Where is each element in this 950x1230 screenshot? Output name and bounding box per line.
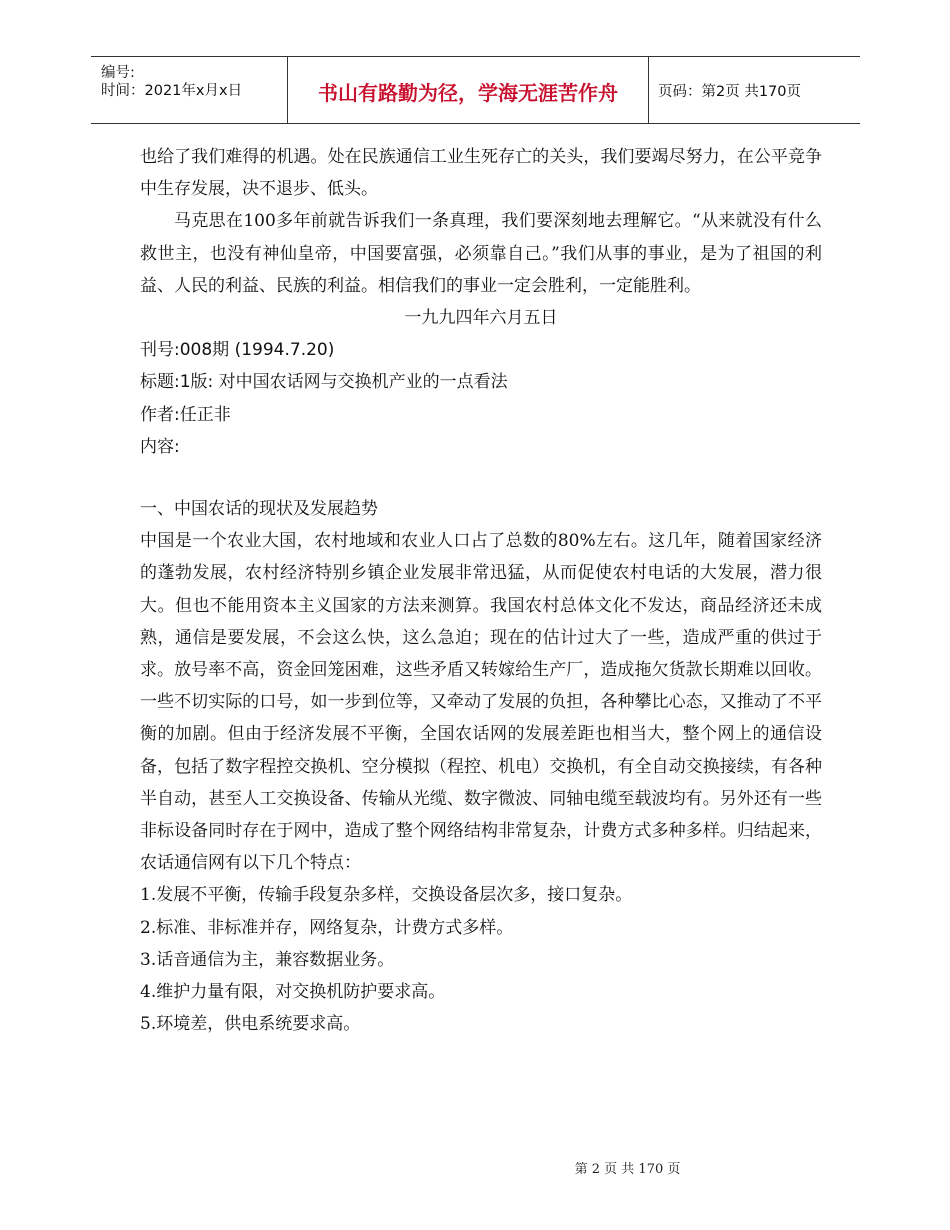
document-body	[140, 141, 822, 1040]
motto: 书山有路勤为径，学海无涯苦作舟	[318, 81, 618, 105]
number-label: 编号:	[101, 65, 135, 81]
page-footer: 第 2 页 共 170 页	[574, 1162, 681, 1177]
intro-paragraph-2: 马克思在100多年前就告诉我们一条真理，我们要深刻地去理解它。“从来就没有什么救世主，也没有神仙皇帝，中国要富强，必须靠自己。”我们从事的事业，是为了祖国的利益、人民的利益、民族的利益。相信我们的事业一定会胜利，一定能胜利。	[140, 211, 822, 296]
author-line: 作者:任正非	[140, 404, 231, 425]
page-info: 页码：第2页 共170页	[658, 84, 802, 100]
header-motto-cell	[287, 57, 649, 123]
page-header	[91, 56, 860, 124]
list-item: 4.维护力量有限，对交换机防护要求高。	[140, 982, 446, 1003]
list-item: 1.发展不平衡，传输手段复杂多样，交换设备层次多，接口复杂。	[140, 885, 633, 906]
header-page-cell	[648, 57, 860, 123]
issue-line: 刊号:008期 (1994.7.20)	[140, 340, 335, 361]
spacer	[140, 463, 822, 493]
intro-paragraph-1: 也给了我们难得的机遇。处在民族通信工业生死存亡的关头，我们要竭尽努力，在公平竞争中生存发展，决不退步、低头。	[140, 147, 822, 200]
header-meta-cell	[91, 57, 287, 123]
body-paragraph: 中国是一个农业大国，农村地域和农业人口占了总数的80%左右。这几年，随着国家经济的蓬勃发展，农村经济特别乡镇企业发展非常迅猛，从而促使农村电话的大发展，潜力很大。但也不能用资本主义国家的方法来测算。我国农村总体文化不发达，商品经济还未成熟，通信是要发展，不会这么快，这么急迫；现在的估计过大了一些，造成严重的供过于求。放号率不高，资金回笼困难，这些矛盾又转嫁给生产厂，造成拖欠货款长期难以回收。一些不切实际的口号，如一步到位等，又牵动了发展的负担，各种攀比心态，又推动了不平衡的加剧。但由于经济发展不平衡，全国农话网的发展差距也相当大，整个网上的通信设备，包括了数字程控交换机、空分模拟（程控、机电）交换机，有全自动交换接续，有各种半自动，甚至人工交换设备、传输从光缆、数字微波、同轴电缆至载波均有。另外还有一些非标设备同时存在于网中，造成了整个网络结构非常复杂，计费方式多种多样。归结起来，农话通信网有以下几个特点：	[140, 531, 822, 874]
list-item: 5.环境差，供电系统要求高。	[140, 1014, 361, 1035]
section-heading: 一、中国农话的现状及发展趋势	[140, 499, 378, 520]
list-item: 3.话音通信为主，兼容数据业务。	[140, 949, 395, 970]
time-label: 时间：2021年x月x日	[101, 83, 243, 99]
content-label: 内容:	[140, 436, 180, 457]
list-item: 2.标准、非标准并存，网络复杂，计费方式多样。	[140, 917, 514, 938]
article-date: 一九九四年六月五日	[404, 308, 558, 329]
title-line: 标题:1版: 对中国农话网与交换机产业的一点看法	[140, 372, 508, 393]
